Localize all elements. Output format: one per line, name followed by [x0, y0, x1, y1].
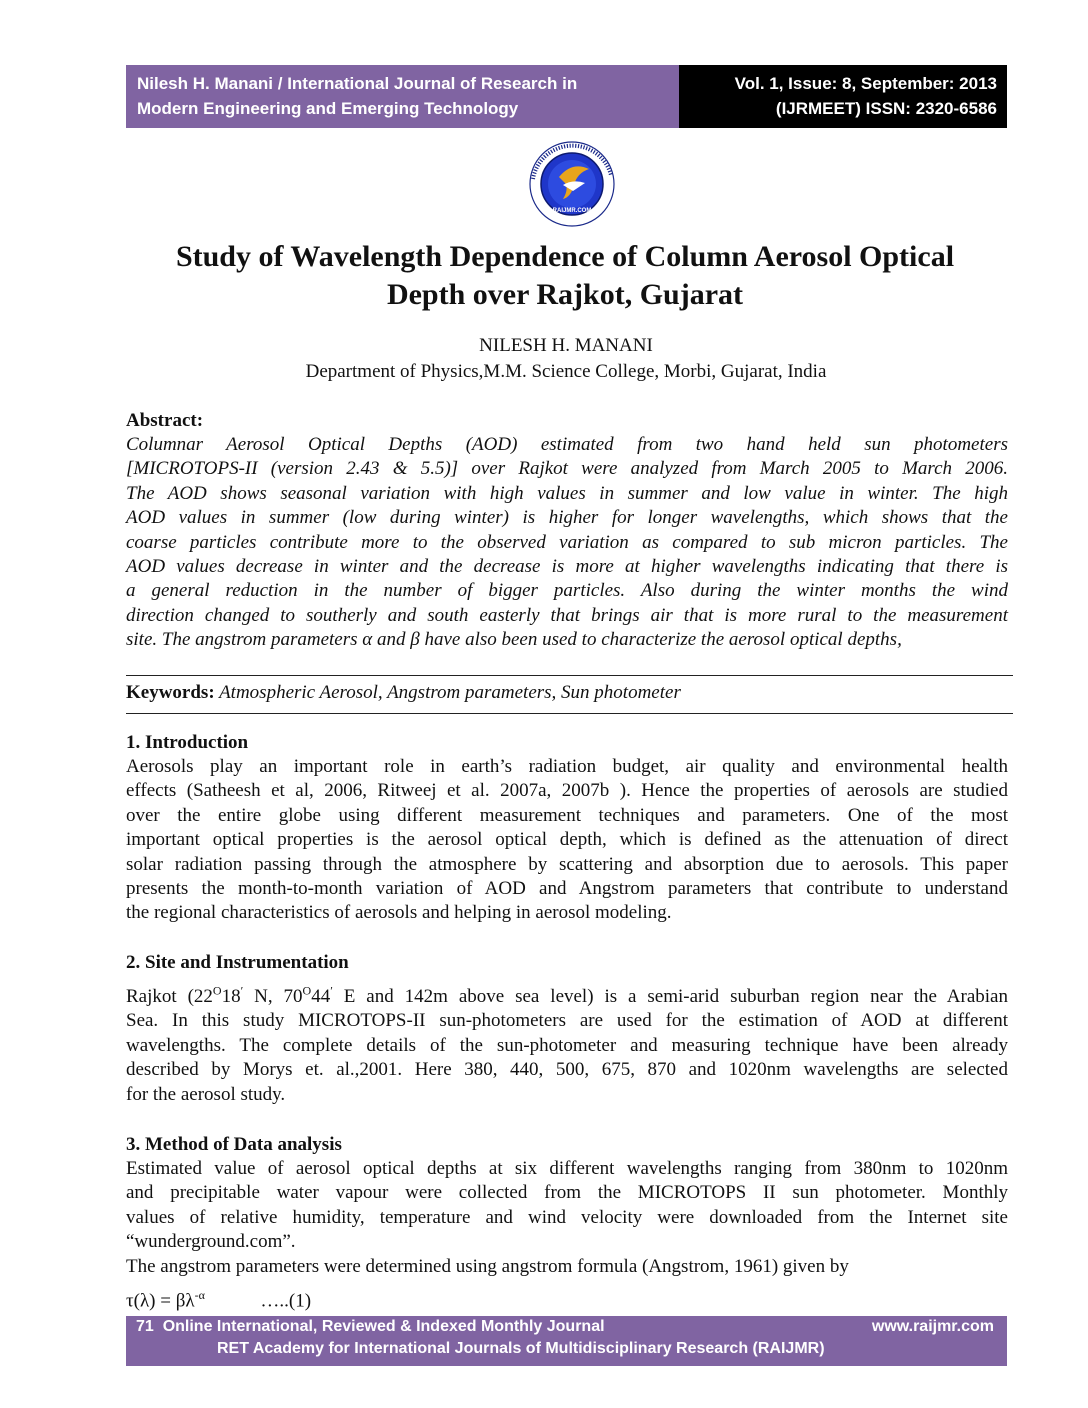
paragraph-line: over the entire globe using different measurement techniques and parameters. One of the most — [126, 804, 1008, 826]
section-heading-site: 2. Site and Instrumentation — [126, 952, 349, 973]
divider — [126, 713, 1013, 714]
header-right-line1: Vol. 1, Issue: 8, September: 2013 — [734, 74, 997, 93]
header-issue-info — [679, 65, 1007, 128]
equation-number: …..(1) — [260, 1290, 312, 1312]
keywords — [126, 681, 681, 705]
header-left-line2: Modern Engineering and Emerging Technology — [137, 99, 519, 118]
paragraph-line: effects (Satheesh et al, 2006, Ritweej et al. 2007a, 2007b ). Hence the properties of aerosols are studied — [126, 780, 1008, 802]
method-paragraph — [126, 1157, 1008, 1279]
divider — [126, 675, 1013, 676]
header-journal-name — [126, 65, 679, 128]
header-left-line1: Nilesh H. Manani / International Journal of Research in — [137, 74, 578, 93]
abstract-line: Columnar Aerosol Optical Depths (AOD) estimated from two hand held sun photometers — [126, 434, 1008, 455]
author-name: NILESH H. MANANI — [479, 335, 653, 356]
paragraph-line: presents the month-to-month variation of AOD and Angstrom parameters that contribute to understand — [126, 878, 1008, 900]
paragraph-line: for the aerosol study. — [126, 1083, 286, 1105]
equation-body: τ(λ) = βλ — [126, 1290, 195, 1312]
paragraph-line: Rajkot ($22^O18'$ N, $70^O44'$ E and 142m above sea level) is a semi-arid suburban region near the Arabian — [126, 983, 1008, 1007]
paragraph-line: “wunderground.com”. — [126, 1231, 296, 1253]
paragraph-line: wavelengths. The complete details of the sun-photometer and measuring technique have been already — [126, 1034, 1008, 1056]
section-heading-introduction: 1. Introduction — [126, 732, 249, 753]
abstract-line: [MICROTOPS-II (version 2.43 & 5.5)] over Rajkot were analyzed from March 2005 to March 2006. — [126, 458, 1008, 480]
title-line2: Depth over Rajkot, Gujarat — [386, 278, 744, 311]
abstract-line: AOD values in summer (low during winter) is higher for longer wavelengths, which shows that the — [126, 507, 1008, 529]
paragraph-line: values of relative humidity, temperature and wind velocity were downloaded from the Internet site — [126, 1206, 1008, 1228]
seal-center-text: RAIJMR.COM — [552, 208, 592, 214]
paragraph-line: Aerosols play an important role in earth’s radiation budget, air quality and environmental health — [126, 756, 1008, 777]
abstract-line: site. The angstrom parameters α and β have also been used to characterize the aerosol optical depths, — [126, 629, 902, 651]
paragraph-line: Estimated value of aerosol optical depths at six different wavelengths ranging from 380nm to 1020nm — [126, 1158, 1008, 1179]
paper-title — [100, 238, 1030, 314]
paragraph-line: Sea. In this study MICROTOPS-II sun-photometers are used for the estimation of AOD at different — [126, 1010, 1008, 1032]
footer-publisher: RET Academy for International Journals of Multidisciplinary Research (RAIJMR) — [217, 1340, 825, 1357]
paragraph-line: the regional characteristics of aerosols and helping in aerosol modeling. — [126, 902, 672, 924]
abstract-line: AOD values decrease in winter and the decrease is more at higher wavelengths indicating that there is — [126, 556, 1008, 578]
equation-1 — [126, 1283, 311, 1313]
abstract-line: a general reduction in the number of bigger particles. Also during the winter months the wind — [126, 580, 1008, 602]
footer-journal-type: Online International, Reviewed & Indexed Monthly Journal — [162, 1318, 605, 1335]
paragraph-line: solar radiation passing through the atmosphere by scattering and absorption due to aerosols. This paper — [126, 853, 1008, 875]
footer-website-link[interactable]: www.raijmr.com — [871, 1318, 994, 1335]
paragraph-line: described by Morys et. al.,2001. Here 380, 440, 500, 675, 870 and 1020nm wavelengths are selected — [126, 1059, 1008, 1081]
journal-seal-icon — [519, 139, 625, 229]
abstract-body — [126, 433, 1008, 653]
paragraph-line: and precipitable water vapour were collected from the MICROTOPS II sun photometer. Monthly — [126, 1182, 1008, 1204]
author-affiliation: Department of Physics,M.M. Science College, Morbi, Gujarat, India — [305, 361, 827, 382]
paragraph-line: important optical properties is the aerosol optical depth, which is defined as the attenuation of direct — [126, 829, 1008, 851]
section-heading-method: 3. Method of Data analysis — [126, 1134, 342, 1155]
abstract-line: coarse particles contribute more to the observed variation as compared to sub micron particles. The — [126, 531, 1008, 553]
journal-header — [126, 65, 1007, 128]
paragraph-line: The angstrom parameters were determined using angstrom formula (Angstrom, 1961) given by — [126, 1255, 849, 1277]
page-number: 71 — [136, 1318, 154, 1335]
keywords-text: Atmospheric Aerosol, Angstrom parameters, Sun photometer — [214, 682, 681, 703]
introduction-paragraph — [126, 755, 1008, 926]
abstract-line: direction changed to southerly and south easterly that brings air that is more rural to the measurement — [126, 604, 1008, 626]
footer-line1 — [136, 1318, 605, 1336]
title-line1: Study of Wavelength Dependence of Column Aerosol Optical — [175, 240, 955, 273]
site-paragraph — [126, 985, 1008, 1107]
abstract-line: The AOD shows seasonal variation with high values in summer and low value in winter. The high — [126, 482, 1008, 504]
journal-footer — [126, 1316, 1007, 1366]
header-right-line2: (IJRMEET) ISSN: 2320-6586 — [775, 99, 997, 118]
abstract-heading: Abstract: — [126, 410, 204, 431]
equation-exponent: -α — [194, 1288, 205, 1302]
keywords-label: Keywords: — [126, 682, 215, 703]
